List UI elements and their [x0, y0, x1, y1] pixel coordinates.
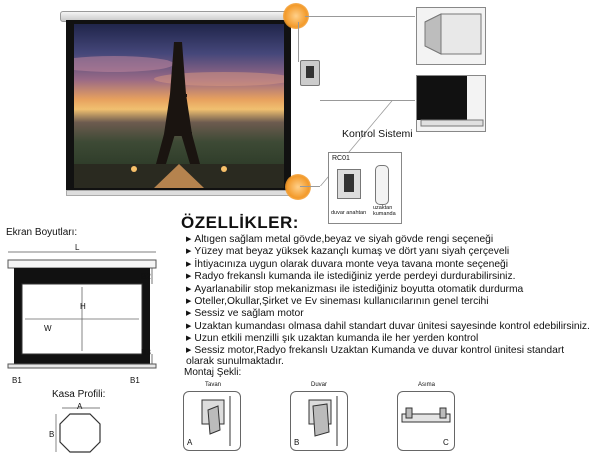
feature-item: ▶ Radyo frekanslı kumanda ile istediğiniz yerde perdeyi durdurabilirsiniz.	[186, 271, 590, 283]
mount-letter-b: B	[294, 438, 300, 447]
wall-mount-icon	[291, 392, 347, 450]
feature-item: ▶ İhtiyacınıza uygun olarak duvara monte veya tavana monte seçeneği	[186, 259, 590, 271]
dim-L: L	[75, 243, 80, 252]
eiffel-tower-photo	[74, 24, 284, 188]
connector-line-bottom	[300, 186, 320, 187]
mount-asima-label: Asıma	[418, 382, 436, 388]
ceiling-mount-icon	[184, 392, 240, 450]
features-heading: ÖZELLİKLER:	[181, 213, 299, 232]
rc-model: RC01	[332, 155, 350, 162]
mount-tavan-label: Tavan	[205, 382, 222, 388]
wall-switch-label: duvar anahtarı	[331, 210, 367, 216]
connector-line-top	[305, 16, 415, 17]
kasa-title: Kasa Profili:	[52, 389, 106, 400]
mount-wall-diagram	[290, 391, 348, 451]
dim-B2: B2	[141, 272, 151, 281]
kasa-A: A	[77, 402, 83, 411]
feature-item: ▶ Ayarlanabilir stop mekanizması ile istediğiniz boyutta otomatik durdurma	[186, 284, 590, 296]
mount-duvar-label: Duvar	[311, 382, 328, 388]
kontrol-title: Kontrol Sistemi	[342, 128, 413, 140]
mount-letter-a: A	[187, 438, 193, 447]
ekran-title: Ekran Boyutları:	[6, 227, 78, 238]
wall-switch-icon	[337, 169, 361, 199]
screen-dimensions-diagram	[4, 240, 162, 388]
connector-line-mid	[320, 100, 415, 101]
housing-end-icon	[417, 8, 485, 64]
dim-H: H	[80, 302, 86, 311]
feature-item: ▶ Altıgen sağlam metal gövde,beyaz ve siyah gövde rengi seçeneği	[186, 234, 590, 246]
zoom-bottom-marker	[285, 174, 311, 200]
dimension-drawing	[4, 240, 162, 388]
kasa-B: B	[49, 430, 55, 439]
wall-switch-unit	[300, 60, 320, 86]
feature-item: ▶ Uzaktan kumandası olmasa dahil standart duvar ünitesi sayesinde kontrol edebilirsiniz.	[186, 321, 590, 333]
cable	[298, 22, 299, 62]
remote-label: uzaktan kumanda	[373, 205, 396, 217]
bottom-bar-icon	[417, 76, 485, 131]
dim-W: W	[44, 324, 52, 333]
feature-item: ▶ Sessiz motor,Radyo frekanslı Uzaktan Kumanda ve duvar kontrol ünitesi standart olarak sunulmaktadır.	[186, 346, 581, 367]
features-list	[186, 234, 590, 367]
dim-B1-left: B1	[12, 376, 22, 385]
control-system-box	[328, 152, 402, 224]
feature-item: ▶ Yüzey mat beyaz yüksek kazançlı kumaş ve dört yanı siyah çerçeveli	[186, 246, 590, 258]
mount-letter-c: C	[443, 438, 449, 447]
screen-bottom-bar	[66, 190, 293, 196]
detail-bottom-bar	[416, 75, 486, 132]
dim-B3: B3	[141, 348, 151, 357]
eiffel-tower-icon	[74, 24, 284, 188]
detail-housing-end	[416, 7, 486, 65]
feature-item: ▶ Oteller,Okullar,Şirket ve Ev sineması kullanıcılarının genel tercihi	[186, 296, 590, 308]
montaj-title: Montaj Şekli:	[184, 367, 242, 378]
feature-item: ▶ Sessiz ve sağlam motor	[186, 308, 590, 320]
mount-hanging-diagram	[397, 391, 455, 451]
mount-ceiling-diagram	[183, 391, 241, 451]
feature-item: ▶ Uzun etkili menzilli şık uzaktan kumanda ile her yerden kontrol	[186, 333, 590, 345]
dim-B1-right: B1	[130, 376, 140, 385]
remote-control-icon	[375, 165, 389, 205]
